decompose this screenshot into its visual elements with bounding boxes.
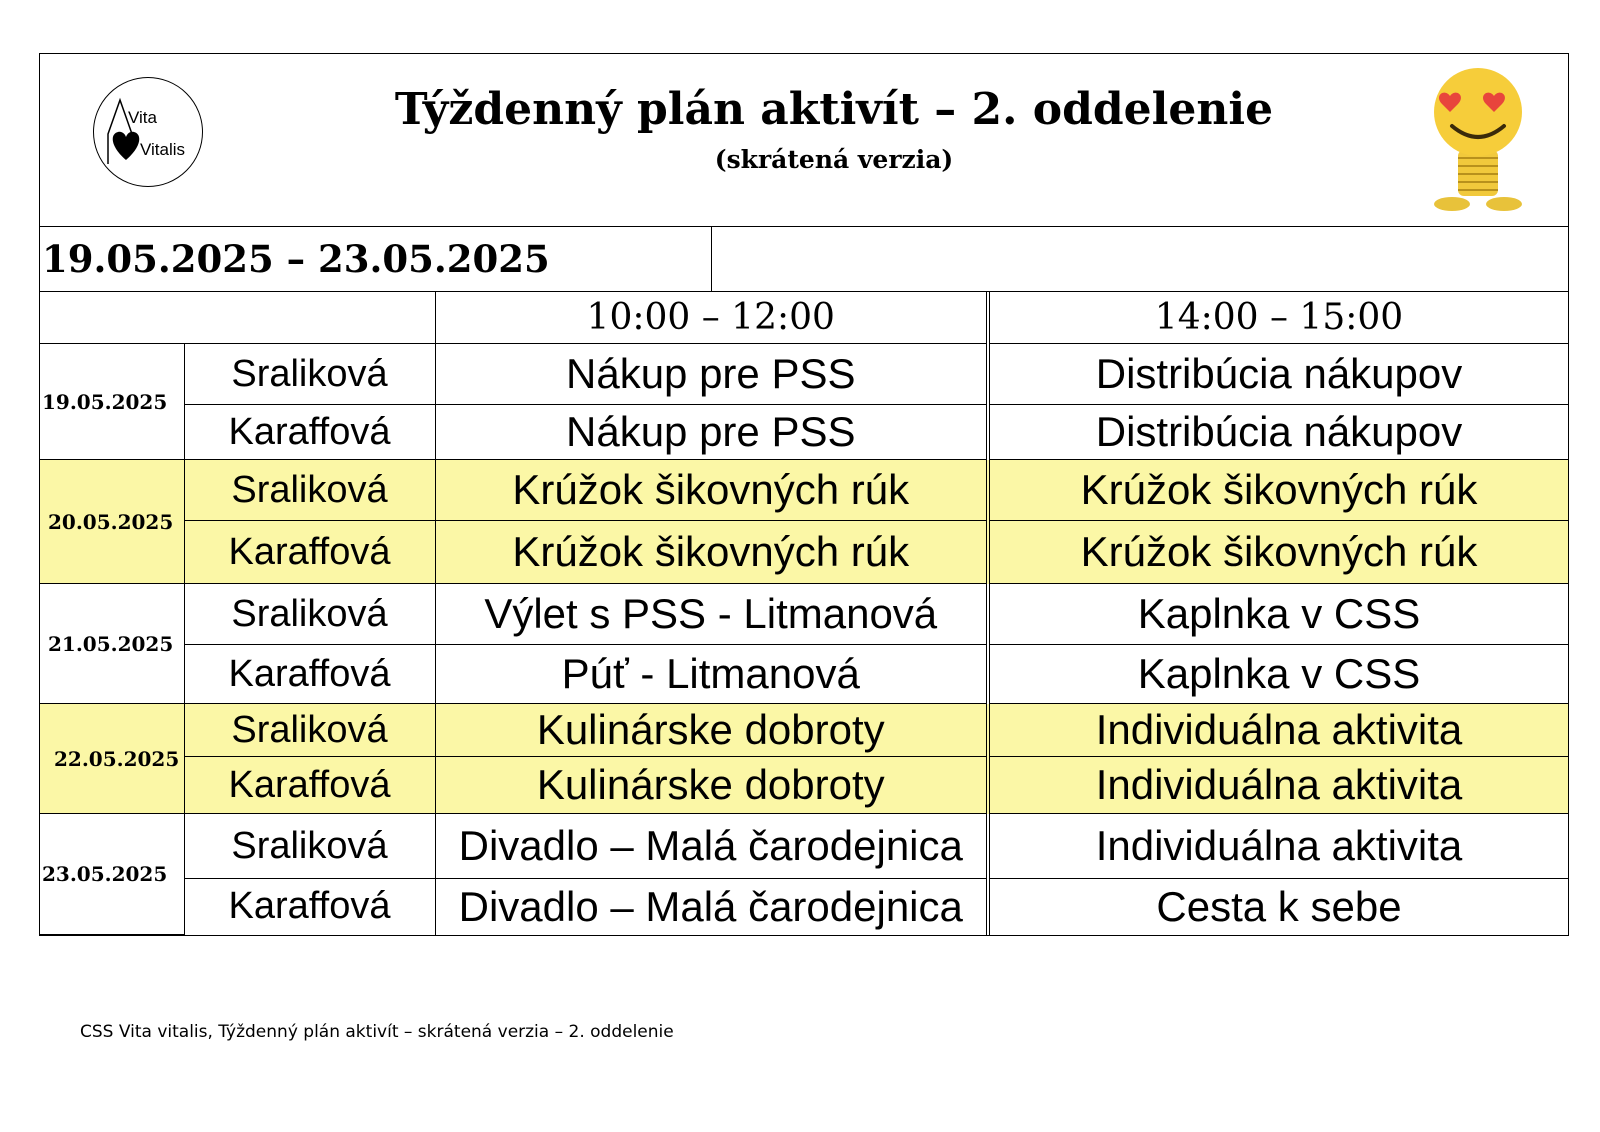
activity-afternoon: Krúžok šikovných rúk bbox=[988, 460, 1568, 521]
activity-afternoon: Distribúcia nákupov bbox=[988, 405, 1568, 460]
activity-morning: Krúžok šikovných rúk bbox=[435, 460, 988, 521]
table-row bbox=[40, 645, 1568, 704]
page-title: Týždenný plán aktivít – 2. oddelenie bbox=[394, 84, 1274, 135]
date-range: 19.05.2025 – 23.05.2025 bbox=[40, 227, 712, 291]
staff-name: Karaffová bbox=[184, 645, 435, 704]
table-row bbox=[40, 879, 1568, 935]
activity-afternoon: Kaplnka v CSS bbox=[988, 584, 1568, 645]
page-subtitle: (skrátená verzia) bbox=[714, 145, 954, 174]
staff-name: Sraliková bbox=[184, 704, 435, 757]
activity-morning: Nákup pre PSS bbox=[435, 344, 988, 405]
day-date: 22.05.2025 bbox=[40, 704, 184, 814]
table-row bbox=[40, 521, 1568, 584]
staff-name: Karaffová bbox=[184, 405, 435, 460]
activity-afternoon: Cesta k sebe bbox=[988, 879, 1568, 935]
day-date: 20.05.2025 bbox=[40, 460, 184, 584]
activity-afternoon: Individuálna aktivita bbox=[988, 757, 1568, 814]
activity-afternoon: Kaplnka v CSS bbox=[988, 645, 1568, 704]
staff-name: Karaffová bbox=[184, 521, 435, 584]
time-slot-morning: 10:00 – 12:00 bbox=[435, 292, 988, 344]
activity-morning: Divadlo – Malá čarodejnica bbox=[435, 879, 988, 935]
activity-morning: Výlet s PSS - Litmanová bbox=[435, 584, 988, 645]
activity-morning: Nákup pre PSS bbox=[435, 405, 988, 460]
logo-text-vitalis: Vitalis bbox=[140, 140, 186, 159]
table-row bbox=[40, 704, 1568, 757]
heart-eyes-smiley-icon bbox=[1428, 66, 1528, 216]
staff-name: Sraliková bbox=[184, 584, 435, 645]
activity-morning: Divadlo – Malá čarodejnica bbox=[435, 814, 988, 879]
day-date: 21.05.2025 bbox=[40, 584, 184, 704]
activity-afternoon: Distribúcia nákupov bbox=[988, 344, 1568, 405]
activity-morning: Púť - Litmanová bbox=[435, 645, 988, 704]
table-row bbox=[40, 460, 1568, 521]
activity-afternoon: Individuálna aktivita bbox=[988, 814, 1568, 879]
day-date: 19.05.2025 bbox=[40, 344, 184, 460]
table-row bbox=[40, 584, 1568, 645]
logo-text-vita: Vita bbox=[128, 108, 157, 127]
time-header-row bbox=[40, 292, 1568, 344]
activity-morning: Kulinárske dobroty bbox=[435, 704, 988, 757]
activity-morning: Kulinárske dobroty bbox=[435, 757, 988, 814]
staff-name: Sraliková bbox=[184, 814, 435, 879]
activity-morning: Krúžok šikovných rúk bbox=[435, 521, 988, 584]
staff-name: Sraliková bbox=[184, 344, 435, 405]
header bbox=[40, 54, 1568, 227]
day-date: 23.05.2025 bbox=[40, 814, 184, 935]
table-row bbox=[40, 405, 1568, 460]
time-slot-afternoon: 14:00 – 15:00 bbox=[988, 292, 1568, 344]
schedule-table bbox=[40, 292, 1568, 935]
activity-afternoon: Krúžok šikovných rúk bbox=[988, 521, 1568, 584]
staff-name: Karaffová bbox=[184, 879, 435, 935]
corner-cell bbox=[40, 292, 435, 344]
activity-afternoon: Individuálna aktivita bbox=[988, 704, 1568, 757]
schedule-frame bbox=[39, 53, 1569, 936]
table-row bbox=[40, 757, 1568, 814]
staff-name: Karaffová bbox=[184, 757, 435, 814]
footer-note: CSS Vita vitalis, Týždenný plán aktivít – skrátená verzia – 2. oddelenie bbox=[80, 1022, 674, 1042]
date-range-row bbox=[40, 227, 1568, 292]
table-row bbox=[40, 344, 1568, 405]
staff-name: Sraliková bbox=[184, 460, 435, 521]
table-row bbox=[40, 814, 1568, 879]
